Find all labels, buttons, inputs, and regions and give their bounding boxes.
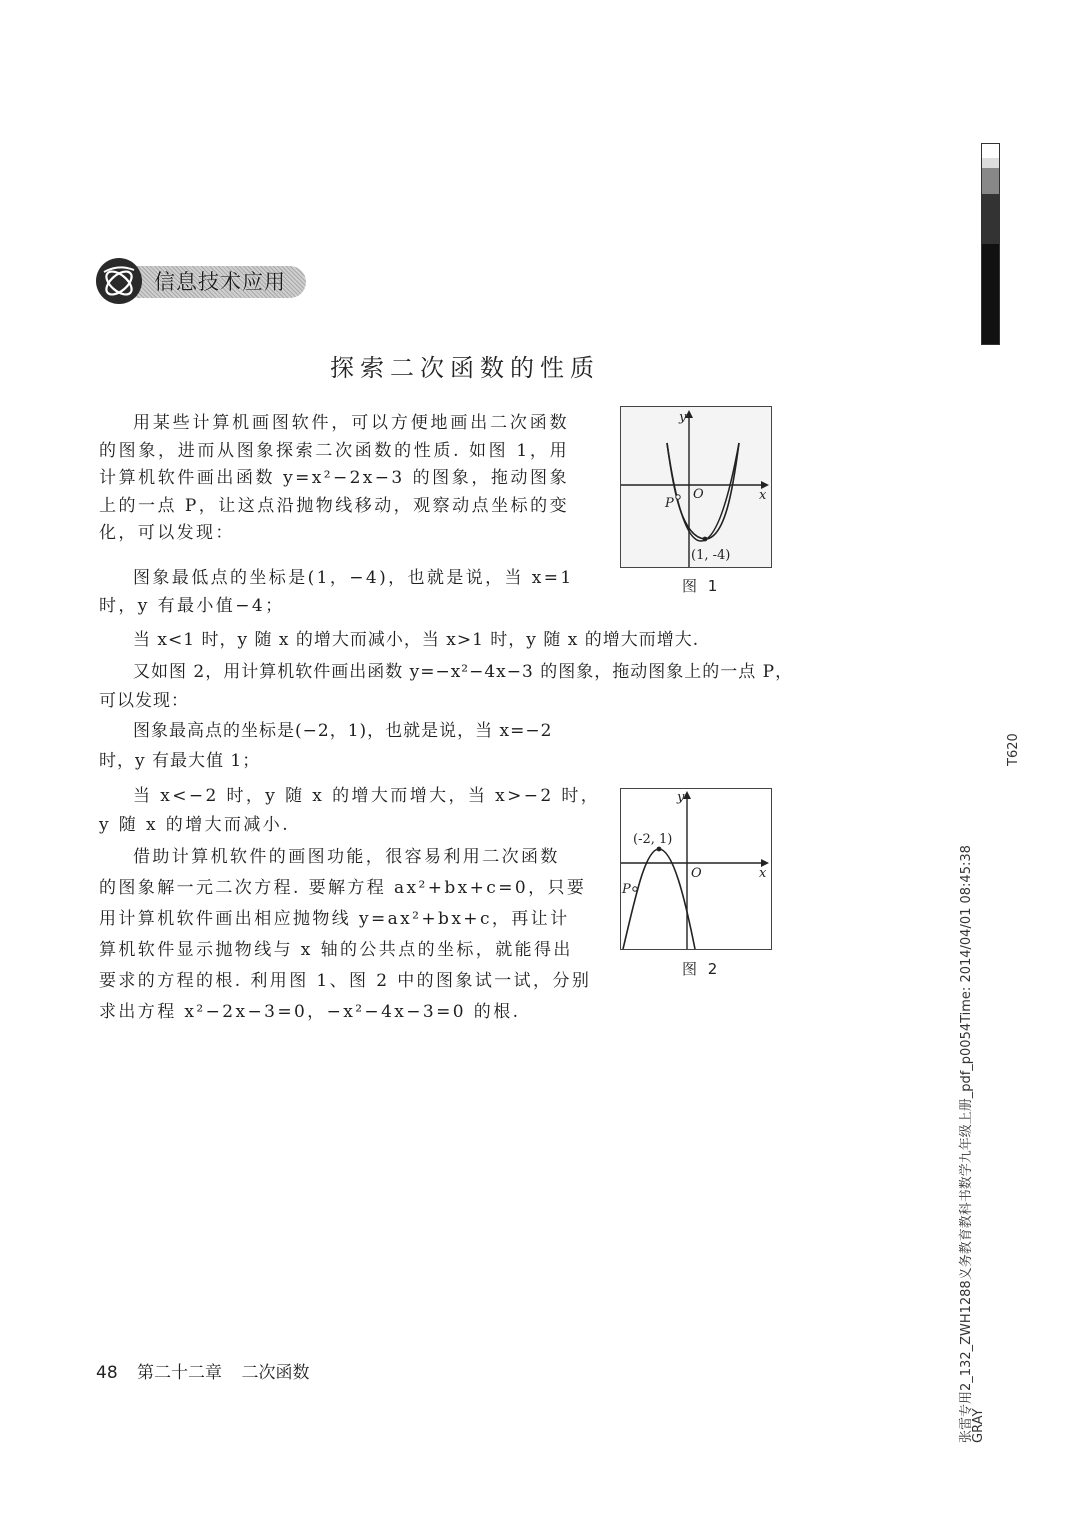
scan-code: T620 [1006,733,1021,766]
grayscale-calibration-bar [981,143,1000,345]
vertex-label: (-2, 1) [633,832,673,847]
paragraph-min-point: 图象最低点的坐标是(1，−4)，也就是说，当 x=1 [133,568,574,588]
x-axis-label: x [759,488,767,503]
paragraph-max-value: 时，y 有最大值 1； [99,751,261,771]
paragraph-figure2-discover: 可以发现： [99,691,189,711]
paragraph-solve-5: 要求的方程的根. 利用图 1、图 2 中的图象试一试，分别 [99,971,592,991]
paragraph-max-point: 图象最高点的坐标是(−2，1)，也就是说，当 x=−2 [133,721,553,741]
x-axis-label: x [759,866,767,881]
figure-1-caption: 图 1 [682,577,721,595]
figure-2-caption: 图 2 [682,960,721,978]
paragraph-figure2-intro: 又如图 2，用计算机软件画出函数 y=−x²−4x−3 的图象，拖动图象上的一点 P， [133,662,794,682]
atom-orbit-icon [96,258,142,304]
figure-2-graph [620,788,772,950]
paragraph-solve-3: 用计算机软件画出相应抛物线 y=ax²+bx+c，再让计 [99,909,570,929]
origin-label: O [693,487,704,502]
paragraph-solve-2: 的图象解一元二次方程. 要解方程 ax²+bx+c=0，只要 [99,878,587,898]
origin-label: O [691,866,702,881]
paragraph-intro: 用某些计算机画图软件，可以方便地画出二次函数的图象，进而从图象探索二次函数的性质. 如图 1，用计算机软件画出函数 y=x²−2x−3 的图象，拖动图象上的一点 P，让这点沿抛物线移动，观察动点坐标的变化，可以发现： [99,413,569,543]
paragraph-monotonic-1: 当 x<1 时，y 随 x 的增大而减小，当 x>1 时，y 随 x 的增大而增大. [133,630,700,650]
paragraph-solve-6: 求出方程 x²−2x−3=0，−x²−4x−3=0 的根. [99,1002,521,1022]
section-banner [96,258,308,306]
chapter-title: 二次函数 [241,1363,310,1383]
paragraph-monotonic-2a: 当 x<−2 时，y 随 x 的增大而增大，当 x>−2 时， [133,786,601,806]
y-axis-label: y [677,790,685,805]
paragraph-solve-4: 算机软件显示抛物线与 x 轴的公共点的坐标，就能得出 [99,940,573,960]
y-axis-label: y [679,410,687,425]
point-p-label: P [665,496,674,511]
page-footer [96,1358,323,1383]
paragraph-min-value: 时，y 有最小值−4； [99,596,285,616]
scan-mode: GRAY [971,1408,986,1443]
scan-timestamp: 张雷专用2_132_ZWH1288义务教育教科书数学九年级上册_pdf_p0054Time: 2014/04/01 08:45:38 [959,845,974,1443]
page-title: 探索二次函数的性质 [330,354,600,382]
page-number: 48 [96,1363,118,1383]
chapter-number: 第二十二章 [137,1363,223,1383]
banner-label: 信息技术应用 [154,270,286,294]
point-p-label: P [622,882,631,897]
paragraph-solve-1: 借助计算机软件的画图功能，很容易利用二次函数 [133,847,560,867]
paragraph-monotonic-2b: y 随 x 的增大而减小. [99,815,291,835]
vertex-label: (1, -4) [691,548,731,563]
figure-1-graph [620,406,772,568]
